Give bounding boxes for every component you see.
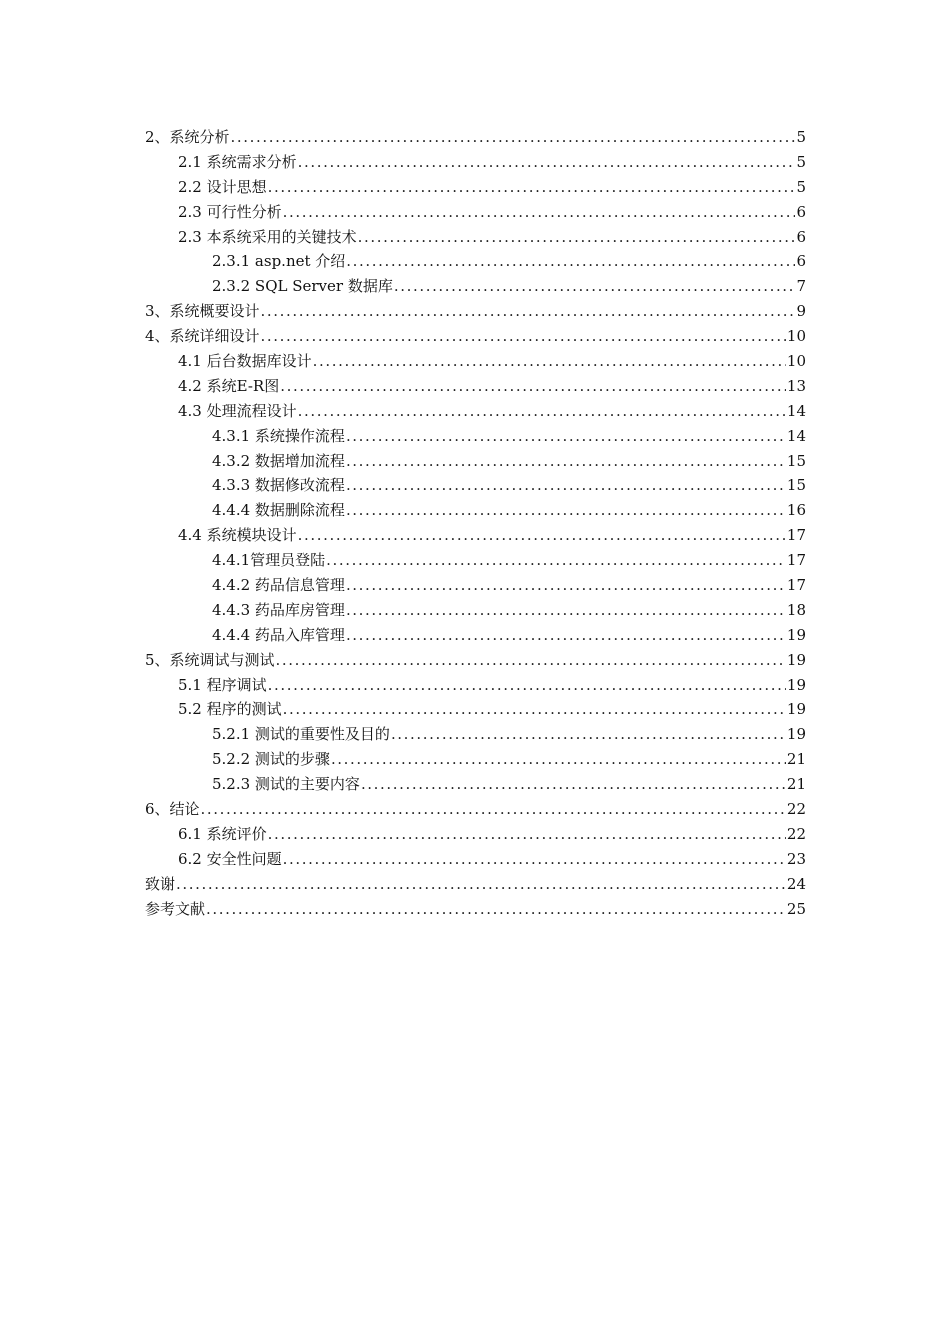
toc-entry[interactable] (145, 623, 806, 648)
toc-dot-leader (268, 822, 786, 847)
toc-entry[interactable] (145, 598, 806, 623)
toc-entry-page-number: 9 (796, 302, 806, 321)
toc-dot-leader (280, 374, 786, 399)
toc-dot-leader (276, 648, 786, 673)
toc-dot-leader (231, 125, 796, 150)
toc-dot-leader (176, 872, 786, 897)
toc-entry-label: 5、系统调试与测试 (145, 650, 275, 669)
toc-entry[interactable] (145, 847, 806, 872)
toc-entry[interactable] (145, 473, 806, 498)
toc-entry-page-number: 25 (786, 899, 806, 918)
toc-dot-leader (358, 225, 796, 250)
toc-entry[interactable] (145, 399, 806, 424)
toc-entry-label: 2.3.2 SQL Server 数据库 (212, 277, 393, 296)
toc-entry-page-number: 19 (786, 625, 806, 644)
toc-entry[interactable] (145, 374, 806, 399)
toc-entry-label: 2、系统分析 (145, 128, 230, 146)
toc-entry-page-number: 21 (786, 750, 806, 769)
toc-entry[interactable] (145, 449, 806, 474)
toc-entry-page-number: 5 (796, 152, 806, 171)
toc-entry-label: 3、系统概要设计 (145, 302, 260, 321)
toc-entry-page-number: 13 (786, 376, 806, 395)
toc-entry-label: 5.2.1 测试的重要性及目的 (212, 725, 390, 744)
toc-entry-label: 6.2 安全性问题 (178, 849, 282, 868)
toc-entry[interactable] (145, 349, 806, 374)
toc-entry-label: 4.3.3 数据修改流程 (212, 476, 345, 495)
toc-entry-page-number: 19 (786, 675, 806, 694)
toc-dot-leader (283, 697, 786, 722)
toc-entry-page-number: 22 (786, 824, 806, 843)
toc-entry[interactable] (145, 299, 806, 324)
toc-dot-leader (346, 473, 786, 498)
table-of-contents (145, 125, 806, 922)
toc-entry-page-number: 19 (786, 650, 806, 669)
toc-entry[interactable] (145, 722, 806, 747)
toc-entry-page-number: 14 (786, 401, 806, 420)
toc-entry[interactable] (145, 573, 806, 598)
toc-dot-leader (391, 722, 786, 747)
toc-entry-page-number: 15 (786, 451, 806, 470)
toc-dot-leader (346, 249, 795, 274)
toc-entry-label: 2.3 本系统采用的关键技术 (178, 227, 357, 246)
toc-entry-label: 4、系统详细设计 (145, 327, 260, 346)
toc-dot-leader (298, 399, 786, 424)
toc-entry-page-number: 14 (786, 426, 806, 445)
toc-entry-label: 6.1 系统评价 (178, 824, 267, 843)
toc-entry-page-number: 10 (786, 352, 806, 371)
toc-entry-page-number: 18 (786, 600, 806, 619)
toc-entry[interactable] (145, 797, 806, 822)
toc-entry-label: 5.2 程序的测试 (178, 700, 282, 719)
toc-entry-page-number: 17 (786, 576, 806, 595)
toc-entry-label: 4.1 后台数据库设计 (178, 352, 312, 371)
toc-entry[interactable] (145, 648, 806, 673)
toc-dot-leader (261, 299, 796, 324)
toc-dot-leader (268, 673, 786, 698)
toc-entry-page-number: 6 (796, 227, 806, 246)
toc-entry[interactable] (145, 324, 806, 349)
toc-dot-leader (346, 449, 786, 474)
toc-dot-leader (268, 175, 796, 200)
toc-entry-page-number: 17 (786, 526, 806, 545)
toc-entry[interactable] (145, 200, 806, 225)
toc-entry[interactable] (145, 225, 806, 250)
toc-entry[interactable] (145, 772, 806, 797)
toc-entry-label: 6、结论 (145, 800, 200, 819)
toc-entry[interactable] (145, 673, 806, 698)
toc-entry[interactable] (145, 274, 806, 299)
toc-entry[interactable] (145, 822, 806, 847)
toc-dot-leader (361, 772, 786, 797)
toc-entry-label: 4.4.4 药品入库管理 (212, 625, 345, 644)
toc-entry-label: 4.4.3 药品库房管理 (212, 600, 345, 619)
toc-entry-label: 5.2.3 测试的主要内容 (212, 775, 360, 794)
toc-entry-page-number: 17 (786, 551, 806, 570)
toc-entry[interactable] (145, 424, 806, 449)
toc-dot-leader (346, 598, 786, 623)
toc-entry-label: 参考文献 (145, 899, 206, 918)
toc-entry-label: 4.2 系统E-R图 (178, 376, 280, 395)
toc-entry-label: 4.3.2 数据增加流程 (212, 451, 345, 470)
toc-entry-page-number: 7 (796, 277, 806, 296)
toc-entry-label: 4.3 处理流程设计 (178, 401, 297, 420)
toc-dot-leader (201, 797, 786, 822)
toc-entry-page-number: 22 (786, 800, 806, 819)
toc-entry[interactable] (145, 747, 806, 772)
toc-entry-label: 4.3.1 系统操作流程 (212, 426, 345, 445)
toc-entry-page-number: 24 (786, 874, 806, 893)
toc-entry-label: 2.3.1 asp.net 介绍 (212, 252, 346, 271)
toc-entry[interactable] (145, 249, 806, 274)
toc-entry-label: 5.1 程序调试 (178, 675, 267, 694)
toc-entry-label: 致谢 (145, 874, 176, 893)
toc-entry-page-number: 5 (796, 128, 806, 146)
toc-entry[interactable] (145, 125, 806, 150)
toc-dot-leader (394, 274, 796, 299)
toc-dot-leader (346, 573, 786, 598)
toc-entry-page-number: 21 (786, 775, 806, 794)
toc-entry-label: 2.2 设计思想 (178, 177, 267, 196)
toc-entry[interactable] (145, 175, 806, 200)
toc-dot-leader (261, 324, 786, 349)
toc-dot-leader (283, 200, 796, 225)
toc-entry[interactable] (145, 150, 806, 175)
toc-entry-label: 4.4.1管理员登陆 (212, 551, 326, 570)
toc-dot-leader (346, 424, 786, 449)
toc-entry-page-number: 6 (796, 252, 806, 271)
toc-entry[interactable] (145, 523, 806, 548)
toc-entry-page-number: 19 (786, 700, 806, 719)
toc-entry-page-number: 23 (786, 849, 806, 868)
toc-dot-leader (346, 498, 786, 523)
toc-entry-label: 2.3 可行性分析 (178, 202, 282, 221)
toc-entry[interactable] (145, 872, 806, 897)
toc-dot-leader (206, 897, 786, 922)
toc-entry-page-number: 19 (786, 725, 806, 744)
toc-entry[interactable] (145, 697, 806, 722)
toc-entry-label: 4.4.4 数据删除流程 (212, 501, 345, 520)
toc-entry-label: 2.1 系统需求分析 (178, 152, 297, 171)
toc-entry-page-number: 15 (786, 476, 806, 495)
toc-dot-leader (298, 523, 786, 548)
toc-entry-page-number: 16 (786, 501, 806, 520)
toc-entry[interactable] (145, 897, 806, 922)
toc-entry-label: 4.4 系统模块设计 (178, 526, 297, 545)
toc-entry-page-number: 5 (796, 177, 806, 196)
toc-entry-page-number: 6 (796, 202, 806, 221)
toc-dot-leader (298, 150, 796, 175)
toc-entry-label: 5.2.2 测试的步骤 (212, 750, 330, 769)
toc-dot-leader (313, 349, 786, 374)
toc-dot-leader (346, 623, 786, 648)
toc-entry[interactable] (145, 548, 806, 573)
toc-dot-leader (283, 847, 786, 872)
toc-entry-page-number: 10 (786, 327, 806, 346)
toc-entry[interactable] (145, 498, 806, 523)
toc-entry-label: 4.4.2 药品信息管理 (212, 576, 345, 595)
toc-dot-leader (326, 548, 786, 573)
toc-dot-leader (331, 747, 786, 772)
